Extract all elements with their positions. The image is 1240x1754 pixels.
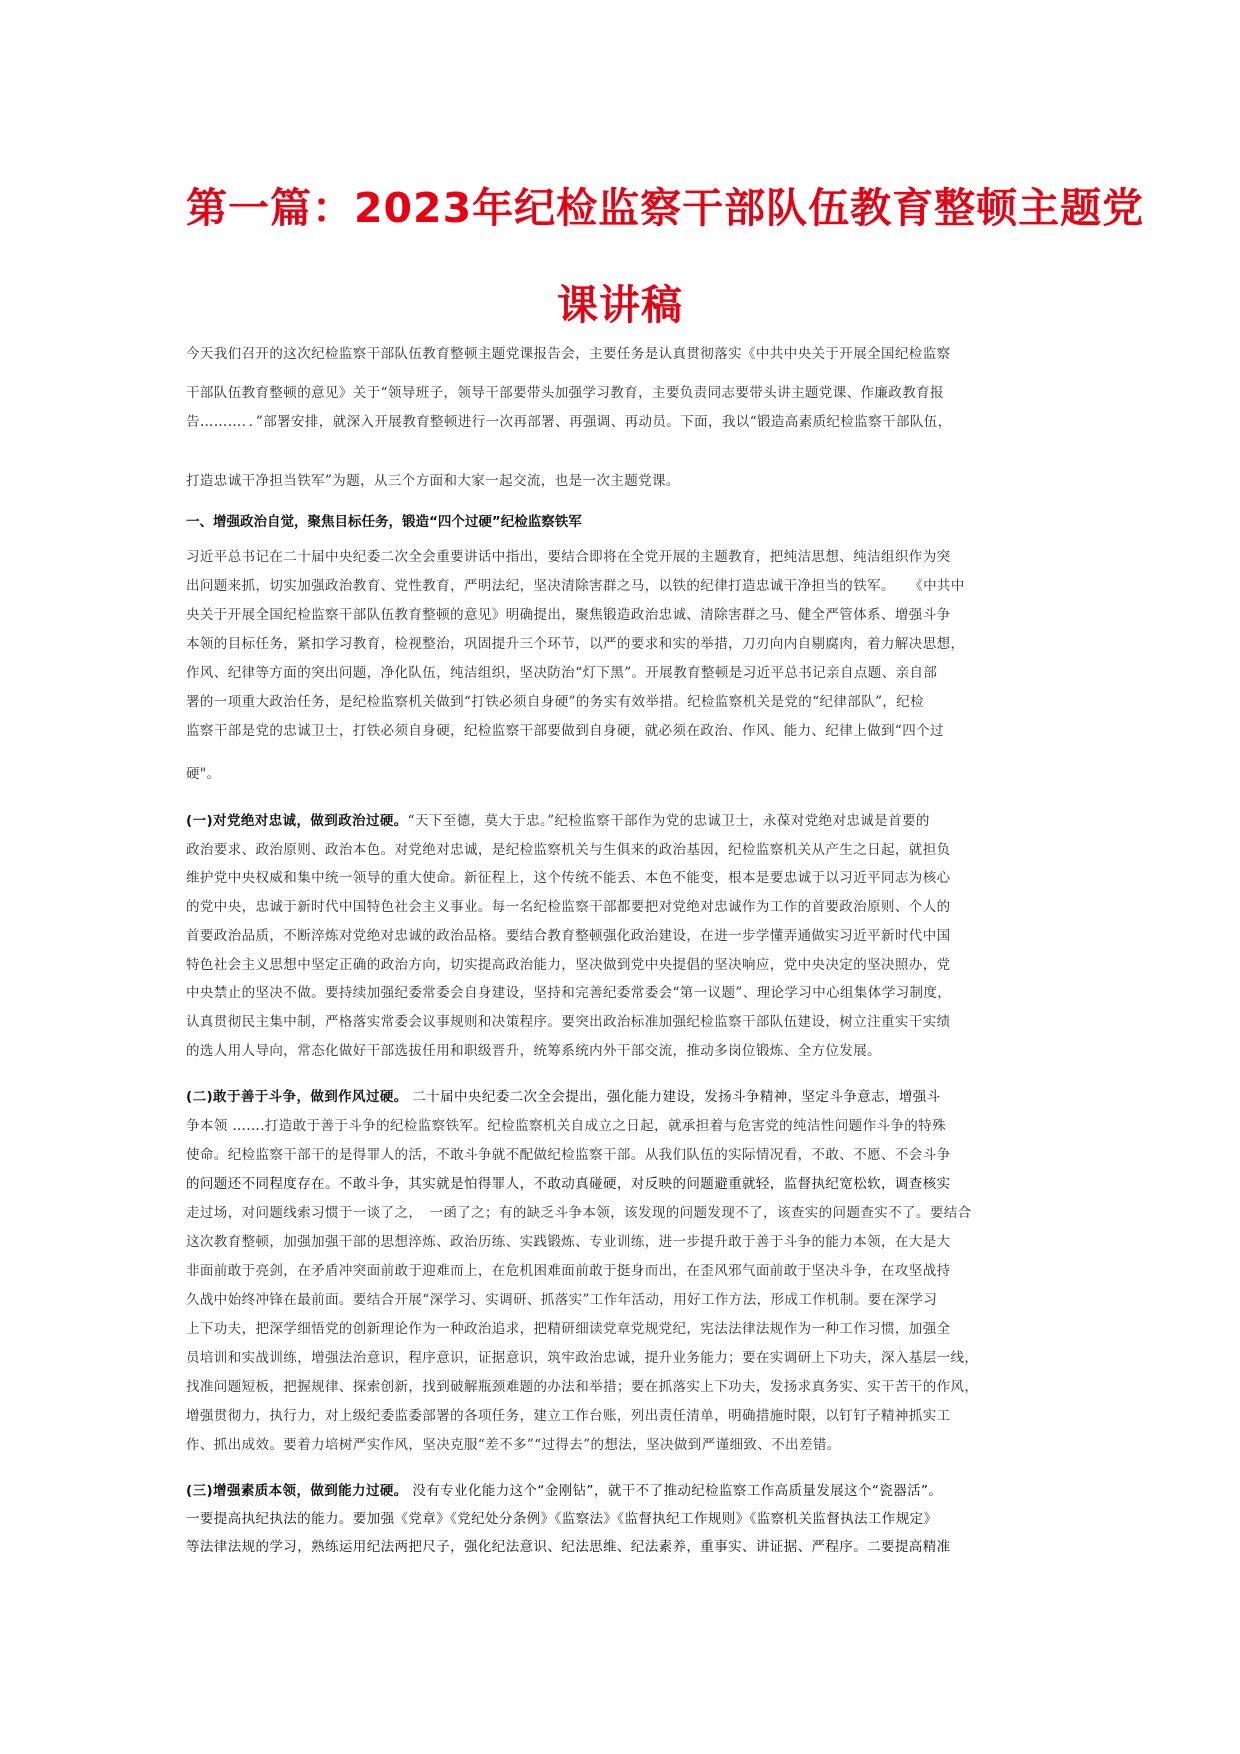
part3-lead: (三)增强素质本领，做到能力过硬。 xyxy=(186,1483,408,1499)
intro-line: 打造忠诚干净担当铁军”为题，从三个方面和大家一起交流，也是一次主题党课。 xyxy=(186,473,680,489)
intro-line: 告………．．”部署安排，就深入开展教育整顿进行一次再部署、再强调、再动员。下面，我以“锻造高素质纪检监察干部队伍， xyxy=(186,414,952,430)
part2-text: 二十届中央纪委二次全会提出，强化能力建设，发扬斗争精神，坚定斗争意志，增强斗 xyxy=(407,1089,941,1105)
part1-line: 的党中央，忠诚于新时代中国特色社会主义事业。每一名纪检监察干部都要把对党绝对忠诚作为工作的首要政治原则、个人的 xyxy=(186,899,951,915)
part1-line: 首要政治品质，不断淬炼对党绝对忠诚的政治品格。要结合教育整顿强化政治建设，在进一步学懂弄通做实习近平新时代中国 xyxy=(186,928,951,944)
part2-lead: (二)敢于善于斗争，做到作风过硬。 xyxy=(186,1089,408,1105)
part2-line: 久战中始终冲锋在最前面。要结合开展“深学习、实调研、抓落实”工作年活动，用好工作方法，形成工作机制。要在深学习 xyxy=(186,1292,938,1308)
part1-lead: (一)对党绝对忠诚，做到政治过硬。 xyxy=(186,813,408,829)
part1-line xyxy=(186,809,1056,829)
section1-line: 习近平总书记在二十届中央纪委二次全会重要讲话中指出，要结合即将在全党开展的主题教育，把纯洁思想、纯洁组织作为突 xyxy=(186,549,951,565)
part1-line: 认真贯彻民主集中制，严格落实常委会议事规则和决策程序。要突出政治标准加强纪检监察干部队伍建设，树立注重实干实绩 xyxy=(186,1014,951,1030)
intro-line: 今天我们召开的这次纪检监察干部队伍教育整顿主题党课报告会，主要任务是认真贯彻落实《中共中央关于开展全国纪检监察 xyxy=(186,346,951,362)
part3-line xyxy=(186,1479,1056,1499)
document-title-line1: 第一篇：2023年纪检监察干部队伍教育整顿主题党 xyxy=(186,184,1145,232)
part2-line xyxy=(186,1085,1056,1105)
part2-line: 这次教育整顿，加强加强干部的思想淬炼、政治历练、实践锻炼、专业训练，进一步提升敢于善于斗争的能力本领，在大是大 xyxy=(186,1234,951,1250)
part2-line: 争本领 …….打造敢于善于斗争的纪检监察铁军。纪检监察机关自成立之日起，就承担着与危害党的纯洁性问题作斗争的特殊 xyxy=(186,1118,946,1134)
part1-line: 维护党中央权威和集中统一领导的重大使命。新征程上，这个传统不能丢、本色不能变，根本是要忠诚于以习近平同志为核心 xyxy=(186,870,951,886)
section1-line: 央关于开展全国纪检监察干部队伍教育整顿的意见》明确提出，聚焦锻造政治忠诚、清除害群之马、健全严管体系、增强斗争 xyxy=(186,607,951,623)
part1-line: 的选人用人导向，常态化做好干部选拔任用和职级晋升，统筹系统内外干部交流，推动多岗位锻炼、全方位发展。 xyxy=(186,1043,881,1059)
part2-line: 上下功夫，把深学细悟党的创新理论作为一种政治追求，把精研细读党章党规党纪，宪法法律法规作为一种工作习惯，加强全 xyxy=(186,1321,951,1337)
part2-line: 找准问题短板，把握规律、探索创新，找到破解瓶颈难题的办法和举措；要在抓落实上下功夫，发扬求真务实、实干苦干的作风， xyxy=(186,1379,979,1395)
intro-line: 干部队伍教育整顿的意见》关于“领导班子，领导干部要带头加强学习教育，主要负责同志要带头讲主题党课、作廉政教育报 xyxy=(186,385,944,401)
part2-line: 走过场，对问题线索习惯于一谈了之， 一函了之；有的缺乏斗争本领，该发现的问题发现不了，该查实的问题查实不了。要结合 xyxy=(186,1205,972,1221)
part3-line: 等法律法规的学习，熟练运用纪法两把尺子，强化纪法意识、纪法思维、纪法素养，重事实、讲证据、严程序。二要提高精准 xyxy=(186,1539,951,1555)
part1-text: “天下至德，莫大于忠。”纪检监察干部作为党的忠诚卫士，永葆对党绝对忠诚是首要的 xyxy=(407,813,930,829)
section1-line: 署的一项重大政治任务，是纪检监察机关做到“打铁必须自身硬”的务实有效举措。纪检监察机关是党的“纪律部队”，纪检 xyxy=(186,694,925,710)
document-title-line2: 课讲稿 xyxy=(557,281,683,329)
section1-line: 本领的目标任务，紧扣学习教育，检视整治，巩固提升三个环节，以严的要求和实的举措，刀刃向内自剔腐肉，着力解决思想， xyxy=(186,636,965,652)
part2-line: 员培训和实战训练，增强法治意识，程序意识，证据意识，筑牢政治忠诚，提升业务能力；要在实调研上下功夫，深入基层一线， xyxy=(186,1350,979,1366)
part2-line: 增强贯彻力，执行力，对上级纪委监委部署的各项任务，建立工作台账，列出责任清单，明确措施时限，以钉钉子精神抓实工 xyxy=(186,1408,951,1424)
section1-line: 作风、纪律等方面的突出问题，净化队伍，纯洁组织，坚决防治“灯下黑”。开展教育整顿是习近平总书记亲自点题、亲自部 xyxy=(186,665,938,681)
part2-line: 的问题还不同程度存在。不敢斗争，其实就是怕得罪人，不敢动真碰硬，对反映的问题避重就轻，监督执纪宽松软，调查核实 xyxy=(186,1176,951,1192)
part2-line: 作、抓出成效。要着力培树严实作风，坚决克服“差不多”“过得去”的想法，坚决做到严谨细致、不出差错。 xyxy=(186,1437,841,1453)
part1-line: 特色社会主义思想中坚定正确的政治方向，切实提高政治能力，坚决做到党中央提倡的坚决响应，党中央决定的坚决照办，党 xyxy=(186,957,951,973)
part2-line: 使命。纪检监察干部干的是得罪人的活，不敢斗争就不配做纪检监察干部。从我们队伍的实际情况看，不敢、不愿、不会斗争 xyxy=(186,1147,951,1163)
part3-text: 没有专业化能力这个“金刚钻”，就干不了推动纪检监察工作高质量发展这个“瓷器活”。 xyxy=(407,1483,943,1499)
section1-line: 出问题来抓，切实加强政治教育、党性教育，严明法纪，坚决清除害群之马，以铁的纪律打造忠诚干净担当的铁军。 《中共中 xyxy=(186,578,965,594)
part2-line: 非面前敢于亮剑，在矛盾冲突面前敢于迎难而上，在危机困难面前敢于挺身而出，在歪风邪气面前敢于坚决斗争，在攻坚战持 xyxy=(186,1263,951,1279)
part1-line: 政治要求、政治原则、政治本色。对党绝对忠诚，是纪检监察机关与生俱来的政治基因，纪检监察机关从产生之日起，就担负 xyxy=(186,842,951,858)
part3-line: 一要提高执纪执法的能力。要加强《党章》《党纪处分条例》《监察法》《监督执纪工作规则》《监察机关监督执法工作规定》 xyxy=(186,1511,938,1527)
section1-line: 监察干部是党的忠诚卫士，打铁必须自身硬，纪检监察干部要做到自身硬，就必须在政治、作风、能力、纪律上做到“四个过 xyxy=(186,723,944,739)
section1-line: 硬"。 xyxy=(186,766,221,782)
section-heading: 一、增强政治自觉，聚焦目标任务，锻造“四个过硬”纪检监察铁军 xyxy=(186,514,582,530)
part1-line: 中央禁止的坚决不做。要持续加强纪委常委会自身建设，坚持和完善纪委常委会“第一议题”、理论学习中心组集体学习制度， xyxy=(186,985,952,1001)
